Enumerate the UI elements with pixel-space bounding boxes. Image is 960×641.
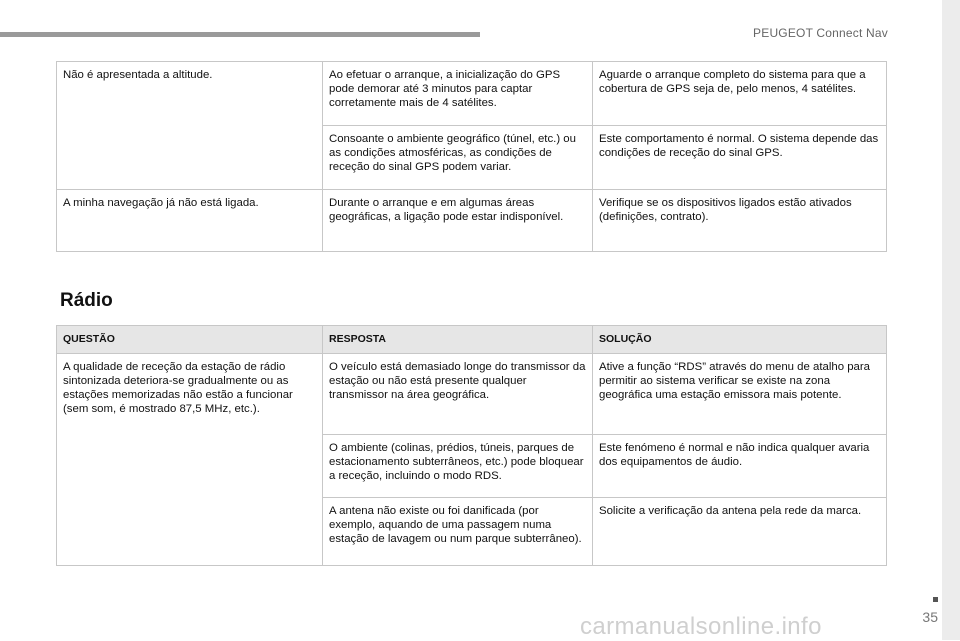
response-cell: Consoante o ambiente geográfico (túnel, etc.) ou as condições atmosféricas, as condições de receção do sinal GPS podem variar.: [323, 126, 593, 190]
column-header-solution: SOLUÇÃO: [593, 326, 887, 354]
table-row: [57, 190, 887, 252]
section-title: Rádio: [60, 290, 113, 311]
header-title: PEUGEOT Connect Nav: [753, 26, 888, 40]
question-cell: A minha navegação já não está ligada.: [57, 190, 323, 252]
solution-cell: Solicite a verificação da antena pela rede da marca.: [593, 498, 887, 566]
page-edge-band: [942, 0, 960, 640]
page-number: 35: [922, 609, 938, 625]
response-cell: Durante o arranque e em algumas áreas geográficas, a ligação pode estar indisponível.: [323, 190, 593, 252]
header-rule: [0, 32, 480, 37]
page-marker: [933, 597, 938, 602]
solution-cell: Este comportamento é normal. O sistema depende das condições de receção do sinal GPS.: [593, 126, 887, 190]
response-cell: O veículo está demasiado longe do transmissor da estação ou não está presente qualquer transmissor na área geográfica.: [323, 354, 593, 435]
column-header-response: RESPOSTA: [323, 326, 593, 354]
question-cell: A qualidade de receção da estação de rádio sintonizada deteriora-se gradualmente ou as estações memorizadas não estão a funcionar (sem som, é mostrado 87,5 MHz, etc.).: [57, 354, 323, 566]
response-cell: Ao efetuar o arranque, a inicialização do GPS pode demorar até 3 minutos para captar corretamente mais de 4 satélites.: [323, 62, 593, 126]
solution-cell: Este fenómeno é normal e não indica qualquer avaria dos equipamentos de áudio.: [593, 435, 887, 498]
solution-cell: Ative a função “RDS” através do menu de atalho para permitir ao sistema verificar se existe na zona geográfica uma estação emissora mais potente.: [593, 354, 887, 435]
question-cell: Não é apresentada a altitude.: [57, 62, 323, 190]
radio-troubleshooting-table: [56, 325, 887, 566]
gps-troubleshooting-table: [56, 61, 887, 252]
column-header-question: QUESTÃO: [57, 326, 323, 354]
table-row: [57, 354, 887, 435]
table-row: [57, 62, 887, 126]
solution-cell: Verifique se os dispositivos ligados estão ativados (definições, contrato).: [593, 190, 887, 252]
watermark: carmanualsonline.info: [580, 613, 822, 640]
response-cell: A antena não existe ou foi danificada (por exemplo, aquando de uma passagem numa estação de lavagem ou num parque subterrâneo).: [323, 498, 593, 566]
response-cell: O ambiente (colinas, prédios, túneis, parques de estacionamento subterrâneos, etc.) pode bloquear a receção, incluindo o modo RDS.: [323, 435, 593, 498]
solution-cell: Aguarde o arranque completo do sistema para que a cobertura de GPS seja de, pelo menos, 4 satélites.: [593, 62, 887, 126]
table-header-row: [57, 326, 887, 354]
